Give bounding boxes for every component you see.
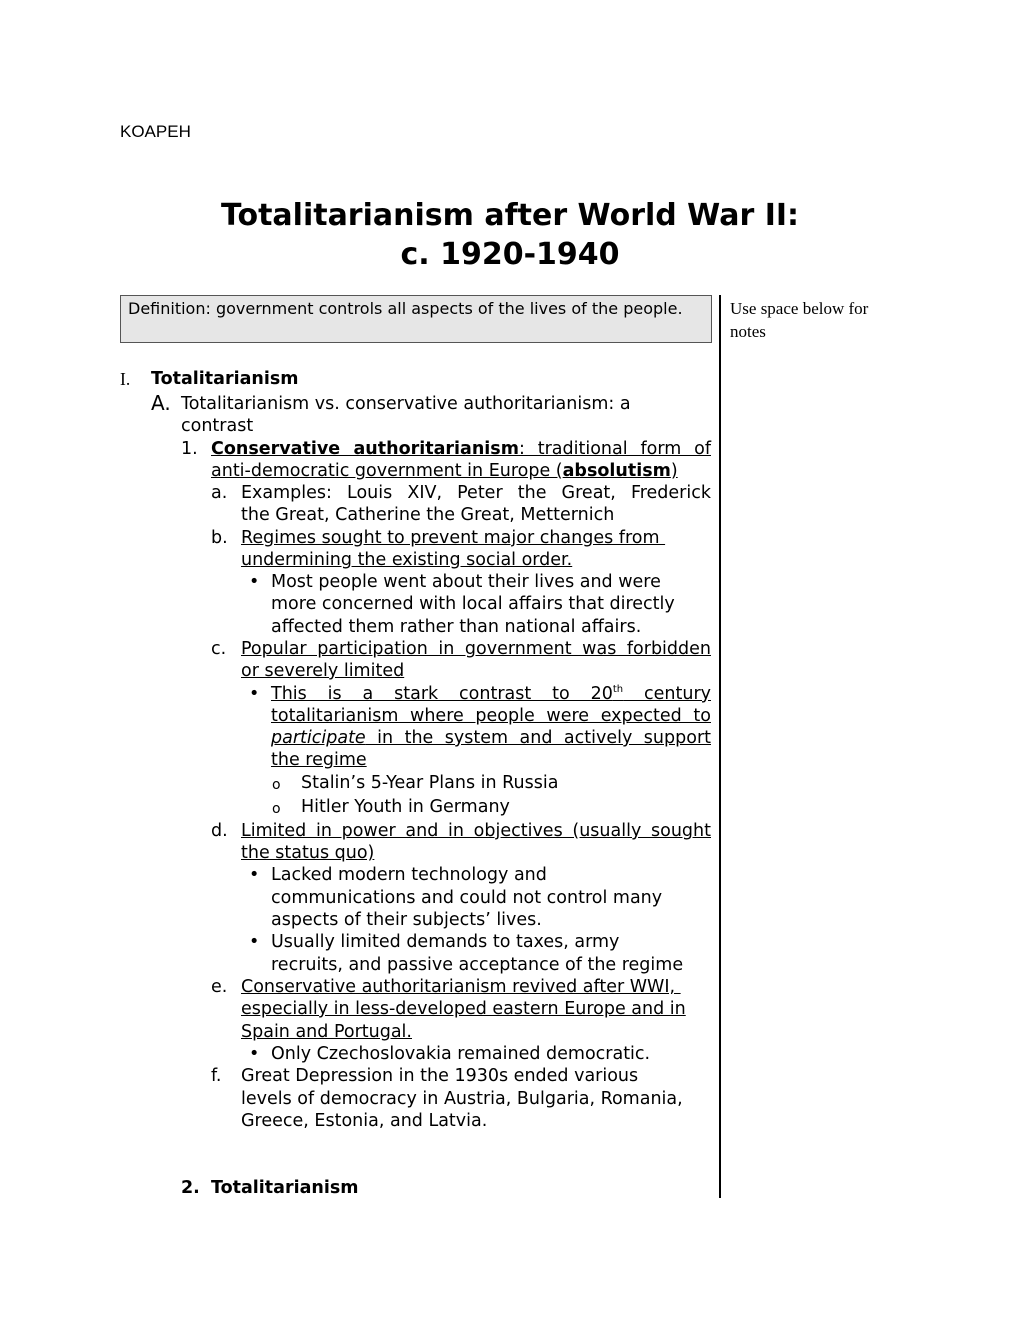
item-b-bullet1-line3: affected them rather than national affairs.	[271, 617, 642, 637]
document-header: KOAPEH	[120, 122, 191, 141]
item-marker-a: a.	[211, 483, 228, 503]
circle-bullet-icon: o	[272, 801, 281, 817]
section-marker: I.	[120, 369, 131, 389]
item-d-bullet1-line1: Lacked modern technology and	[271, 865, 547, 885]
item-b-bullet1-line2: more concerned with local affairs that directly	[271, 594, 675, 614]
notes-label-line2: notes	[730, 322, 766, 341]
item-marker-2: 2.	[181, 1178, 200, 1198]
item-marker-c: c.	[211, 639, 227, 659]
item-marker-b: b.	[211, 528, 228, 548]
bullet-icon: •	[249, 932, 260, 952]
item-d-bullet2-line2: recruits, and passive acceptance of the regime	[271, 955, 684, 975]
item-2-heading: Totalitarianism	[211, 1178, 359, 1198]
item-c-bullet1-line3	[271, 727, 711, 749]
item-1-line2	[211, 460, 678, 482]
item-c-line2: or severely limited	[241, 661, 405, 681]
item-1-line2-pre: anti-democratic government in Europe (	[211, 461, 563, 481]
item-A-line2: contrast	[181, 416, 254, 436]
item-b-line1: Regimes sought to prevent major changes from	[241, 528, 666, 548]
item-c-line1: Popular participation in government was forbidden	[241, 639, 711, 659]
item-c-bullet1-line1	[271, 683, 711, 705]
item-c-sub2: Hitler Youth in Germany	[301, 797, 510, 817]
notes-column	[730, 297, 920, 343]
item-1-line2-post: )	[670, 461, 678, 481]
item-c-sub1: Stalin’s 5-Year Plans in Russia	[301, 773, 559, 793]
bullet-icon: •	[249, 572, 260, 592]
word-participate: participate	[271, 728, 366, 748]
page-subtitle: c. 1920-1940	[400, 237, 620, 272]
item-marker-d: d.	[211, 821, 228, 841]
item-e-bullet1: Only Czechoslovakia remained democratic.	[271, 1044, 651, 1064]
item-b-line2: undermining the existing social order.	[241, 550, 573, 570]
item-d-bullet2-line1: Usually limited demands to taxes, army	[271, 932, 620, 952]
item-A-line1: Totalitarianism vs. conservative authoritarianism: a	[181, 394, 631, 414]
notes-label-line1: Use space below for	[730, 299, 869, 318]
item-marker-A: A.	[151, 391, 171, 415]
item-c-bullet1-pre: This is a stark contrast to 20	[271, 684, 613, 704]
page-title: Totalitarianism after World War II:	[220, 198, 800, 233]
item-1-line1	[211, 438, 711, 460]
item-f-line3: Greece, Estonia, and Latvia.	[241, 1111, 488, 1131]
bullet-icon: •	[249, 1044, 260, 1064]
item-marker-1: 1.	[181, 439, 198, 459]
definition-box: Definition: government controls all aspects of the lives of the people.	[120, 295, 712, 343]
circle-bullet-icon: o	[272, 777, 281, 793]
section-heading: Totalitarianism	[151, 369, 299, 389]
ordinal-suffix: th	[612, 684, 624, 696]
bullet-icon: •	[249, 865, 260, 885]
item-d-line1: Limited in power and in objectives (usually sought	[241, 821, 711, 841]
item-c-bullet1-post: century	[623, 684, 711, 704]
item-d-line2: the status quo)	[241, 843, 375, 863]
item-1-line1-rest: : traditional form of	[518, 439, 711, 459]
term-conservative-authoritarianism: Conservative authoritarianism	[211, 439, 519, 459]
item-c-bullet1-line4: the regime	[271, 750, 367, 770]
item-f-line2: levels of democracy in Austria, Bulgaria, Romania,	[241, 1089, 683, 1109]
item-c-bullet1-line3-rest: in the system and actively support	[365, 728, 711, 748]
item-e-line3: Spain and Portugal.	[241, 1022, 412, 1042]
item-d-bullet1-line3: aspects of their subjects’ lives.	[271, 910, 542, 930]
item-b-bullet1-line1: Most people went about their lives and were	[271, 572, 661, 592]
item-d-bullet1-line2: communications and could not control many	[271, 888, 663, 908]
item-a-line2: the Great, Catherine the Great, Metternich	[241, 505, 615, 525]
item-marker-e: e.	[211, 977, 228, 997]
item-e-line1: Conservative authoritarianism revived after WWI,	[241, 977, 681, 997]
item-marker-f: f.	[211, 1066, 222, 1086]
item-c-bullet1-line2: totalitarianism where people were expected to	[271, 706, 711, 726]
item-a-line1: Examples: Louis XIV, Peter the Great, Frederick	[241, 483, 711, 503]
term-absolutism: absolutism	[562, 461, 671, 481]
notes-divider	[719, 295, 721, 1198]
bullet-icon: •	[249, 684, 260, 704]
item-f-line1: Great Depression in the 1930s ended various	[241, 1066, 639, 1086]
item-e-line2: especially in less-developed eastern Europe and in	[241, 999, 686, 1019]
